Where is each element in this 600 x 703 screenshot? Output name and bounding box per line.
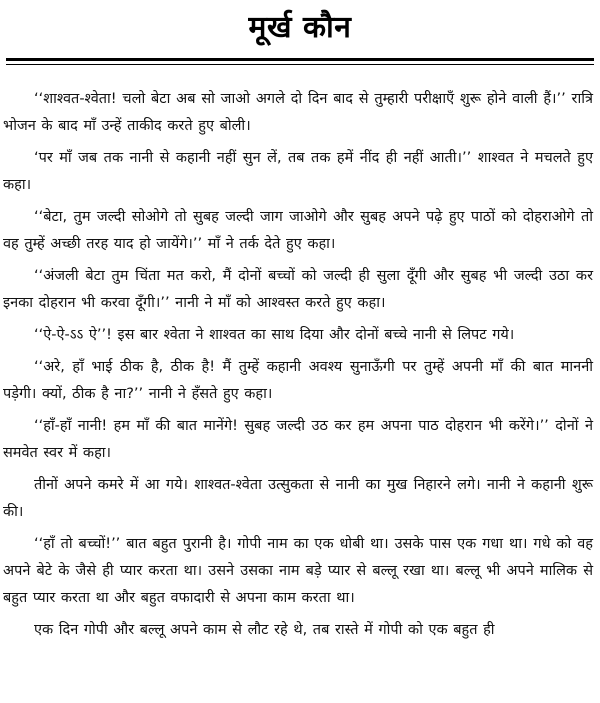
story-title: मूर्ख कौन [248,10,352,45]
paragraph-2: ‘पर माँ जब तक नानी से कहानी नहीं सुन लें, तब तक हमें नींद ही नहीं आती।’’ शाश्वत ने मचलते हुए कहा। [3,150,593,193]
paragraph-8: तीनों अपने कमरे में आ गये। शाश्वत-श्वेता उत्सुकता से नानी का मुख निहारने लगे। नानी ने कहानी शुरू की। [3,477,593,520]
title-rule-thin [6,64,594,65]
paragraph-7: ‘‘हाँ-हाँ नानी! हम माँ की बात मानेंगे! सुबह जल्दी उठ कर हम अपना पाठ दोहरान भी करेंगे।’’ दोनों ने समवेत स्वर में कहा। [3,418,593,461]
paragraph-6: ‘‘अरे, हाँ भाई ठीक है, ठीक है! मैं तुम्हें कहानी अवश्य सुनाऊँगी पर तुम्हें अपनी माँ की बात माननी पड़ेगी। क्यों, ठीक है ना?’’ नानी ने हँसते हुए कहा। [3,359,593,402]
paragraph-1: ‘‘शाश्वत-श्वेता! चलो बेटा अब सो जाओ अगले दो दिन बाद से तुम्हारी परीक्षाएँ शुरू होने वाली हैं।’’ रात्रि भोजन के बाद माँ उन्हें ताकीद करते हुए बोली। [3,91,593,134]
paragraph-4: ‘‘अंजली बेटा तुम चिंता मत करो, मैं दोनों बच्चों को जल्दी ही सुला दूँगी और सुबह भी जल्दी उठा कर इनका दोहरान भी करवा दूँगी।’’ नानी ने माँ को आश्वस्त करते हुए कहा। [3,268,593,311]
paragraph-5: ‘‘ऐ-ऐ-ऽऽ ऐ’’! इस बार श्वेता ने शाश्वत का साथ दिया और दोनों बच्चे नानी से लिपट गये। [34,327,515,343]
title-rule-thick [6,58,594,61]
paragraph-10: एक दिन गोपी और बल्लू अपने काम से लौट रहे थे, तब रास्ते में गोपी को एक बहुत ही [34,622,495,638]
story-body [3,86,593,649]
paragraph-9: ‘‘हाँ तो बच्चों!’’ बात बहुत पुरानी है। गोपी नाम का एक धोबी था। उसके पास एक गधा था। गधे को वह अपने बेटे के जैसे ही प्यार करता था। उसने उसका नाम बड़े प्यार से बल्लू रखा था। बल्लू भी अपने मालिक से बहुत प्यार करता था और बहुत वफादारी से अपना काम करता था। [3,536,593,606]
paragraph-3: ‘‘बेटा, तुम जल्दी सोओगे तो सुबह जल्दी जाग जाओगे और सुबह अपने पढ़े हुए पाठों को दोहराओगे तो वह तुम्हें अच्छी तरह याद हो जायेंगे।’’ माँ ने तर्क देते हुए कहा। [3,209,593,252]
